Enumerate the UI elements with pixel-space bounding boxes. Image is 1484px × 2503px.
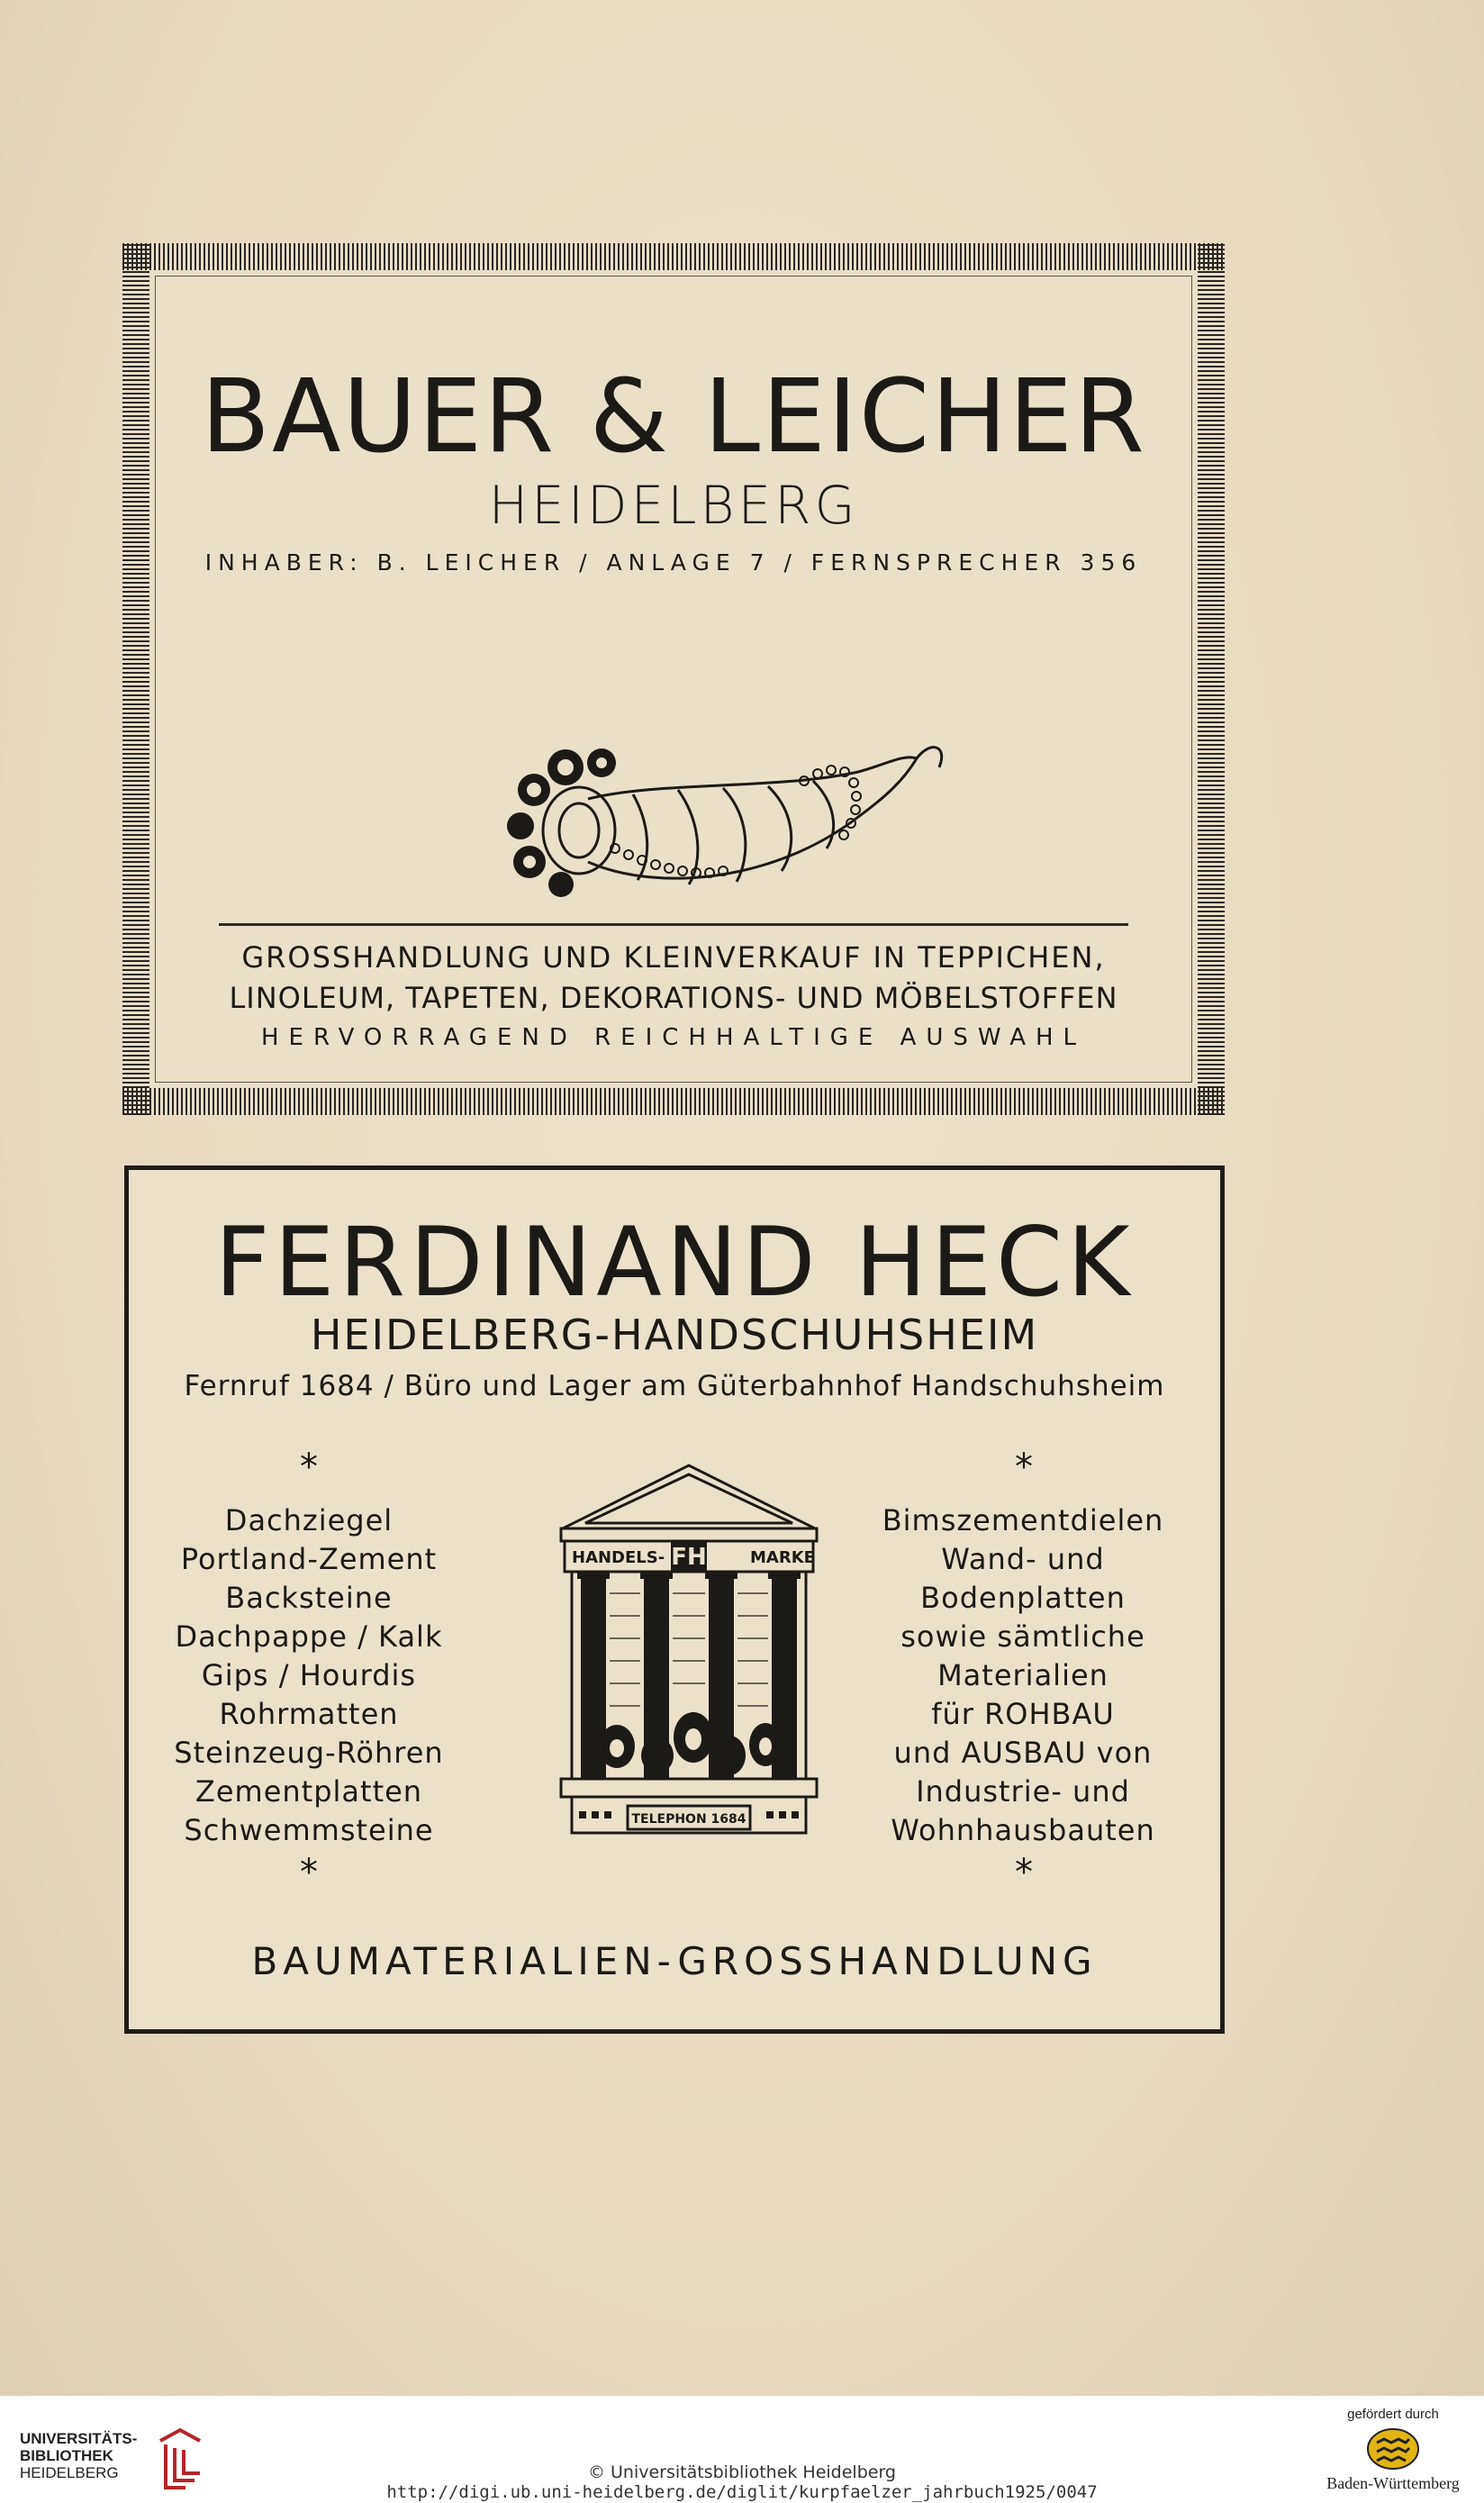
advertisement-ferdinand-heck	[124, 1165, 1225, 2034]
digitization-footer	[0, 2396, 1484, 2503]
list-item: Dachpappe / Kalk	[175, 1619, 443, 1654]
trademark-temple-emblem	[545, 1458, 833, 1873]
list-item: Dachziegel	[224, 1503, 394, 1537]
owner-address-line: INHABER: B. LEICHER / ANLAGE 7 / FERNSPRECHER 356	[204, 549, 1143, 576]
asterisk-ornament: *	[1015, 1852, 1033, 1893]
list-item: Bimszementdielen	[882, 1503, 1164, 1537]
list-item: sowie sämtliche	[900, 1619, 1145, 1654]
company-name: BAUER & LEICHER	[201, 358, 1146, 476]
tagline: HERVORRAGEND REICHHALTIGE AUSWAHL	[260, 1024, 1087, 1051]
list-item: Rohrmatten	[219, 1697, 399, 1731]
funded-by-label: gefördert durch	[1347, 2407, 1439, 2422]
list-item: Schwemmsteine	[184, 1813, 434, 1847]
cornucopia-illustration	[480, 727, 948, 907]
list-item: Gips / Hourdis	[201, 1658, 417, 1692]
company-city: HEIDELBERG	[488, 475, 859, 536]
company-city: HEIDELBERG-HANDSCHUHSHEIM	[310, 1310, 1039, 1359]
library-name-line-2: BIBLIOTHEK	[20, 2447, 113, 2464]
emblem-telephone: TELEPHON 1684	[631, 1812, 747, 1827]
list-item: Wand- und	[941, 1542, 1105, 1576]
library-name-line-1: UNIVERSITÄTS-	[20, 2430, 138, 2447]
list-item: Wohnhausbauten	[891, 1813, 1155, 1847]
copyright-notice: © Universitätsbibliothek Heidelberg	[587, 2462, 896, 2482]
list-item: Bodenplatten	[920, 1581, 1126, 1615]
list-item: Industrie- und	[916, 1774, 1130, 1809]
asterisk-ornament: *	[300, 1852, 318, 1893]
list-item: Steinzeug-Röhren	[174, 1736, 444, 1770]
library-name-line-3: HEIDELBERG	[20, 2464, 119, 2481]
asterisk-ornament: *	[300, 1446, 318, 1488]
asterisk-ornament: *	[1015, 1446, 1033, 1488]
emblem-label-right: MARKE	[750, 1548, 815, 1567]
list-item: Zementplatten	[195, 1774, 423, 1809]
product-list-left	[147, 1501, 471, 1850]
funder-name: Baden-Württemberg	[1326, 2474, 1460, 2492]
list-item: Backsteine	[225, 1581, 393, 1615]
list-item: Portland-Zement	[180, 1542, 438, 1576]
list-item: für ROHBAU	[931, 1697, 1115, 1731]
business-description-line-1: GROSSHANDLUNG UND KLEINVERKAUF IN TEPPICHEN,	[241, 940, 1106, 975]
advertisement-bauer-leicher	[122, 243, 1225, 1115]
business-type: BAUMATERIALIEN-GROSSHANDLUNG	[251, 1939, 1098, 1983]
emblem-monogram: FH	[671, 1544, 707, 1571]
permalink-url[interactable]: http://digi.ub.uni-heidelberg.de/diglit/kurpfaelzer_jahrbuch1925/0047	[386, 2482, 1098, 2502]
ad-inner-panel	[155, 276, 1192, 1083]
company-name: FERDINAND HECK	[214, 1207, 1135, 1318]
phone-address-line: Fernruf 1684 / Büro und Lager am Güterbahnhof Handschuhsheim	[184, 1370, 1165, 1402]
product-list-right	[861, 1501, 1185, 1850]
list-item: und AUSBAU von	[893, 1736, 1153, 1770]
divider-rule	[219, 923, 1128, 926]
state-coat-of-arms-icon	[1364, 2426, 1422, 2471]
business-description-line-2: LINOLEUM, TAPETEN, DEKORATIONS- UND MÖBELSTOFFEN	[229, 981, 1118, 1015]
emblem-label-left: HANDELS-	[572, 1548, 665, 1567]
list-item: Materialien	[937, 1658, 1108, 1692]
